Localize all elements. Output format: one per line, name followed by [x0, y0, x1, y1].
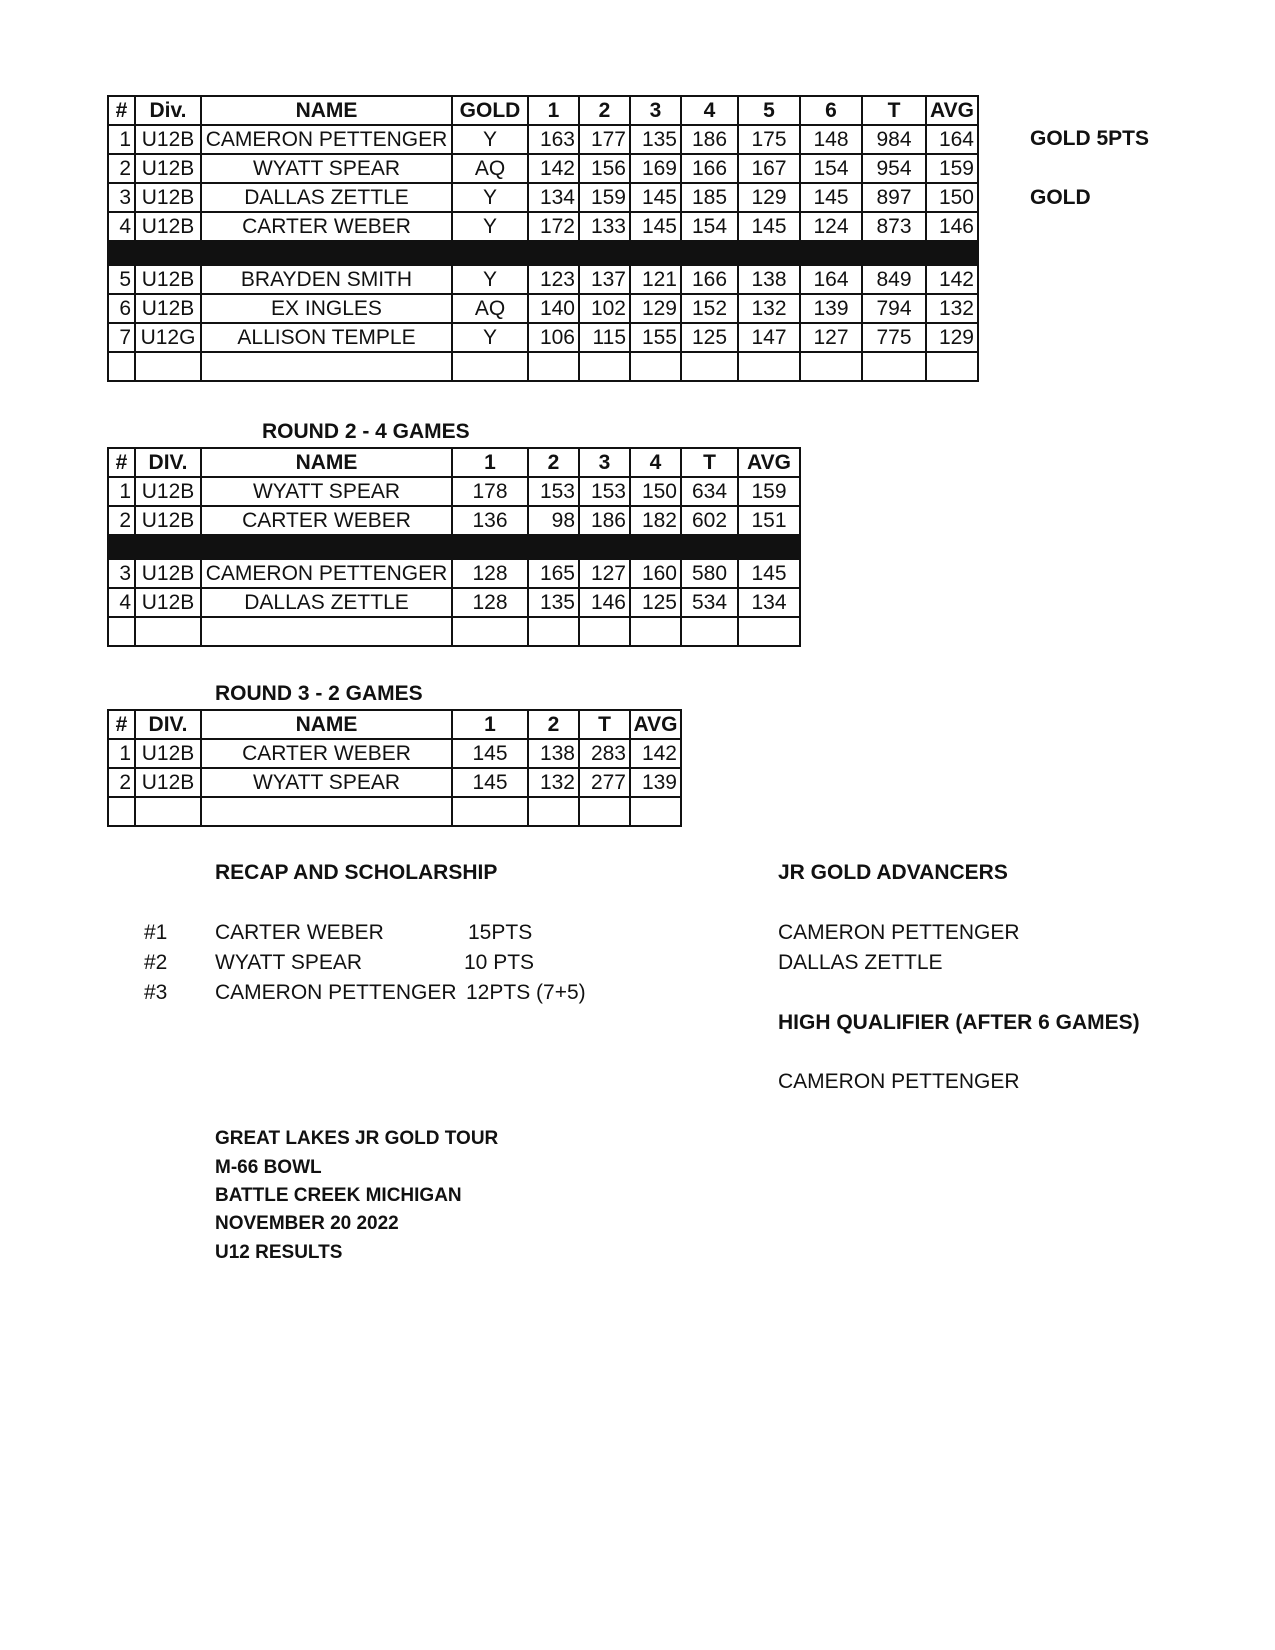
empty-cell [528, 352, 579, 381]
name-cell: CARTER WEBER [201, 506, 452, 535]
score-cell: 145 [452, 739, 528, 768]
score-cell: 127 [800, 323, 862, 352]
cutoff-bar [108, 535, 800, 559]
header-cell: Div. [135, 96, 201, 125]
div-cell: U12B [135, 125, 201, 154]
score-cell: 148 [800, 125, 862, 154]
table-row [108, 739, 681, 768]
cutoff-bar [108, 241, 978, 265]
score-cell: 106 [528, 323, 579, 352]
avg-cell: 142 [630, 739, 681, 768]
header-cell: 4 [630, 448, 681, 477]
name-cell: WYATT SPEAR [201, 154, 452, 183]
empty-cell [579, 797, 630, 826]
empty-cell [630, 617, 681, 646]
empty-cell [579, 617, 630, 646]
round3-title: ROUND 3 - 2 GAMES [215, 682, 423, 705]
empty-cell [108, 352, 135, 381]
score-cell: 137 [579, 265, 630, 294]
table-row [108, 183, 978, 212]
rank-cell: 1 [108, 125, 135, 154]
empty-cell [630, 797, 681, 826]
recap-name: WYATT SPEAR [215, 951, 363, 974]
score-cell: 145 [738, 212, 800, 241]
gold-cell: Y [452, 125, 528, 154]
table-row [108, 154, 978, 183]
header-cell: AVG [738, 448, 800, 477]
avg-cell: 134 [738, 588, 800, 617]
table-row [108, 212, 978, 241]
score-cell: 136 [452, 506, 528, 535]
div-cell: U12B [135, 739, 201, 768]
score-cell: 154 [800, 154, 862, 183]
empty-cell [452, 617, 528, 646]
div-cell: U12B [135, 477, 201, 506]
name-cell: ALLISON TEMPLE [201, 323, 452, 352]
round1-table [107, 95, 979, 382]
score-cell: 134 [528, 183, 579, 212]
score-cell: 186 [579, 506, 630, 535]
div-cell: U12B [135, 212, 201, 241]
header-cell: # [108, 96, 135, 125]
score-cell: 152 [681, 294, 738, 323]
avg-cell: 132 [926, 294, 978, 323]
score-cell: 169 [630, 154, 681, 183]
empty-cell [452, 352, 528, 381]
header-cell: GOLD [452, 96, 528, 125]
recap-rank: #2 [144, 951, 168, 974]
total-cell: 984 [862, 125, 926, 154]
score-cell: 155 [630, 323, 681, 352]
rank-cell: 3 [108, 559, 135, 588]
total-cell: 897 [862, 183, 926, 212]
table-row [108, 506, 800, 535]
score-cell: 98 [528, 506, 579, 535]
rank-cell: 2 [108, 768, 135, 797]
advancers-title: JR GOLD ADVANCERS [778, 861, 1008, 884]
rank-cell: 4 [108, 588, 135, 617]
score-cell: 142 [528, 154, 579, 183]
div-cell: U12B [135, 559, 201, 588]
empty-row [108, 797, 681, 826]
score-cell: 186 [681, 125, 738, 154]
recap-name: CARTER WEBER [215, 921, 384, 944]
header-cell: 1 [452, 448, 528, 477]
gold-cell: AQ [452, 154, 528, 183]
empty-cell [201, 797, 452, 826]
score-cell: 129 [738, 183, 800, 212]
empty-cell [528, 617, 579, 646]
footer-line: BATTLE CREEK MICHIGAN [215, 1185, 462, 1206]
avg-cell: 159 [926, 154, 978, 183]
header-cell: 1 [528, 96, 579, 125]
table-row [108, 125, 978, 154]
empty-cell [926, 352, 978, 381]
total-cell: 775 [862, 323, 926, 352]
score-cell: 138 [528, 739, 579, 768]
total-cell: 873 [862, 212, 926, 241]
footer-line: GREAT LAKES JR GOLD TOUR [215, 1128, 499, 1149]
gold-cell: Y [452, 265, 528, 294]
rank-cell: 5 [108, 265, 135, 294]
empty-cell [681, 352, 738, 381]
rank-cell: 4 [108, 212, 135, 241]
cutoff-bar-cell [108, 241, 978, 265]
footer-line: NOVEMBER 20 2022 [215, 1213, 399, 1234]
footer-line: U12 RESULTS [215, 1242, 343, 1263]
empty-cell [201, 617, 452, 646]
header-cell: AVG [926, 96, 978, 125]
gold-cell: Y [452, 183, 528, 212]
rank-cell: 1 [108, 739, 135, 768]
score-cell: 154 [681, 212, 738, 241]
header-cell: NAME [201, 448, 452, 477]
header-cell: DIV. [135, 710, 201, 739]
recap-pts: 10 PTS [464, 951, 535, 974]
total-cell: 277 [579, 768, 630, 797]
name-cell: CAMERON PETTENGER [201, 559, 452, 588]
empty-cell [528, 797, 579, 826]
rank-cell: 2 [108, 154, 135, 183]
header-cell: DIV. [135, 448, 201, 477]
score-cell: 166 [681, 265, 738, 294]
score-cell: 102 [579, 294, 630, 323]
footer-line: M-66 BOWL [215, 1157, 322, 1178]
score-cell: 156 [579, 154, 630, 183]
score-cell: 185 [681, 183, 738, 212]
div-cell: U12B [135, 294, 201, 323]
avg-cell: 146 [926, 212, 978, 241]
score-cell: 175 [738, 125, 800, 154]
score-cell: 128 [452, 588, 528, 617]
header-cell: 2 [528, 710, 579, 739]
empty-cell [579, 352, 630, 381]
header-cell: 1 [452, 710, 528, 739]
empty-row [108, 352, 978, 381]
score-cell: 165 [528, 559, 579, 588]
cutoff-bar-cell [108, 535, 800, 559]
advancer-name: DALLAS ZETTLE [778, 951, 943, 974]
score-cell: 172 [528, 212, 579, 241]
score-cell: 135 [528, 588, 579, 617]
total-cell: 534 [681, 588, 738, 617]
advancer-name: CAMERON PETTENGER [778, 921, 1020, 944]
score-cell: 153 [528, 477, 579, 506]
rank-cell: 2 [108, 506, 135, 535]
header-row [108, 710, 681, 739]
name-cell: EX INGLES [201, 294, 452, 323]
empty-cell [108, 617, 135, 646]
score-cell: 132 [528, 768, 579, 797]
score-cell: 167 [738, 154, 800, 183]
header-row [108, 96, 978, 125]
total-cell: 954 [862, 154, 926, 183]
empty-cell [630, 352, 681, 381]
avg-cell: 164 [926, 125, 978, 154]
score-cell: 115 [579, 323, 630, 352]
table-row [108, 294, 978, 323]
score-cell: 178 [452, 477, 528, 506]
avg-cell: 139 [630, 768, 681, 797]
rank-cell: 3 [108, 183, 135, 212]
score-cell: 121 [630, 265, 681, 294]
div-cell: U12G [135, 323, 201, 352]
header-cell: 3 [630, 96, 681, 125]
score-cell: 132 [738, 294, 800, 323]
high-qualifier-title: HIGH QUALIFIER (AFTER 6 GAMES) [778, 1011, 1140, 1034]
empty-cell [108, 797, 135, 826]
div-cell: U12B [135, 154, 201, 183]
score-cell: 147 [738, 323, 800, 352]
gold-cell: AQ [452, 294, 528, 323]
score-cell: 146 [579, 588, 630, 617]
rank-cell: 1 [108, 477, 135, 506]
round2-table [107, 447, 801, 647]
score-cell: 164 [800, 265, 862, 294]
score-cell: 123 [528, 265, 579, 294]
header-cell: 4 [681, 96, 738, 125]
table-row [108, 477, 800, 506]
header-cell: NAME [201, 710, 452, 739]
empty-cell [800, 352, 862, 381]
gold-note: GOLD [1030, 186, 1091, 209]
div-cell: U12B [135, 265, 201, 294]
empty-cell [862, 352, 926, 381]
name-cell: BRAYDEN SMITH [201, 265, 452, 294]
score-cell: 145 [630, 212, 681, 241]
total-cell: 283 [579, 739, 630, 768]
score-cell: 182 [630, 506, 681, 535]
score-cell: 127 [579, 559, 630, 588]
recap-pts: 15PTS [468, 921, 533, 944]
header-cell: 3 [579, 448, 630, 477]
table-row [108, 559, 800, 588]
gold-cell: Y [452, 212, 528, 241]
empty-cell [452, 797, 528, 826]
score-cell: 138 [738, 265, 800, 294]
high-qualifier-name: CAMERON PETTENGER [778, 1070, 1020, 1093]
rank-cell: 6 [108, 294, 135, 323]
gold-cell: Y [452, 323, 528, 352]
rank-cell: 7 [108, 323, 135, 352]
header-cell: T [579, 710, 630, 739]
empty-row [108, 617, 800, 646]
table-row [108, 768, 681, 797]
gold-5pts-note: GOLD 5PTS [1030, 127, 1150, 150]
recap-pts: 12PTS (7+5) [466, 981, 586, 1004]
score-cell: 166 [681, 154, 738, 183]
table-row [108, 265, 978, 294]
div-cell: U12B [135, 588, 201, 617]
score-cell: 128 [452, 559, 528, 588]
recap-title: RECAP AND SCHOLARSHIP [215, 861, 498, 884]
div-cell: U12B [135, 183, 201, 212]
name-cell: DALLAS ZETTLE [201, 588, 452, 617]
header-cell: 6 [800, 96, 862, 125]
score-cell: 133 [579, 212, 630, 241]
score-cell: 135 [630, 125, 681, 154]
empty-cell [681, 617, 738, 646]
avg-cell: 159 [738, 477, 800, 506]
total-cell: 602 [681, 506, 738, 535]
score-cell: 139 [800, 294, 862, 323]
score-cell: 124 [800, 212, 862, 241]
empty-cell [135, 352, 201, 381]
avg-cell: 150 [926, 183, 978, 212]
total-cell: 794 [862, 294, 926, 323]
total-cell: 580 [681, 559, 738, 588]
total-cell: 634 [681, 477, 738, 506]
table-row [108, 323, 978, 352]
name-cell: WYATT SPEAR [201, 768, 452, 797]
total-cell: 849 [862, 265, 926, 294]
empty-cell [201, 352, 452, 381]
empty-cell [738, 617, 800, 646]
round2-title: ROUND 2 - 4 GAMES [262, 420, 470, 443]
score-cell: 159 [579, 183, 630, 212]
header-cell: AVG [630, 710, 681, 739]
header-cell: NAME [201, 96, 452, 125]
avg-cell: 142 [926, 265, 978, 294]
score-cell: 177 [579, 125, 630, 154]
score-cell: 153 [579, 477, 630, 506]
div-cell: U12B [135, 506, 201, 535]
header-cell: 5 [738, 96, 800, 125]
header-cell: 2 [528, 448, 579, 477]
empty-cell [135, 797, 201, 826]
name-cell: WYATT SPEAR [201, 477, 452, 506]
empty-cell [738, 352, 800, 381]
name-cell: CARTER WEBER [201, 739, 452, 768]
score-cell: 150 [630, 477, 681, 506]
score-cell: 145 [452, 768, 528, 797]
name-cell: DALLAS ZETTLE [201, 183, 452, 212]
round3-table [107, 709, 682, 827]
avg-cell: 151 [738, 506, 800, 535]
score-cell: 160 [630, 559, 681, 588]
table-row [108, 588, 800, 617]
score-cell: 125 [681, 323, 738, 352]
name-cell: CARTER WEBER [201, 212, 452, 241]
score-cell: 163 [528, 125, 579, 154]
header-cell: # [108, 448, 135, 477]
recap-rank: #1 [144, 921, 168, 944]
div-cell: U12B [135, 768, 201, 797]
score-cell: 140 [528, 294, 579, 323]
recap-name: CAMERON PETTENGER [215, 981, 457, 1004]
score-cell: 145 [630, 183, 681, 212]
empty-cell [135, 617, 201, 646]
header-cell: 2 [579, 96, 630, 125]
header-cell: T [681, 448, 738, 477]
score-cell: 145 [800, 183, 862, 212]
recap-rank: #3 [144, 981, 168, 1004]
score-cell: 125 [630, 588, 681, 617]
header-cell: # [108, 710, 135, 739]
name-cell: CAMERON PETTENGER [201, 125, 452, 154]
avg-cell: 129 [926, 323, 978, 352]
score-cell: 129 [630, 294, 681, 323]
avg-cell: 145 [738, 559, 800, 588]
header-row [108, 448, 800, 477]
header-cell: T [862, 96, 926, 125]
